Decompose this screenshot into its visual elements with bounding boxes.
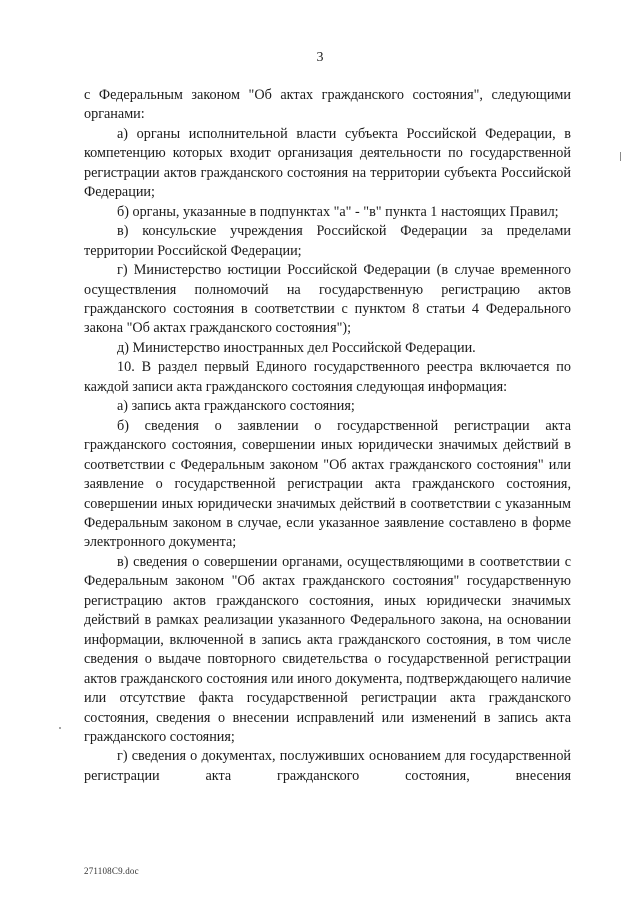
page-number: 3 xyxy=(316,50,324,65)
paragraph-item-v-consulates: в) консульские учреждения Российской Федерации за пределами территории Российской Федерации; xyxy=(84,223,571,259)
paragraph-clause-10: 10. В раздел первый Единого государственного реестра включается по каждой записи акта гражданского состояния следующая информация: xyxy=(84,359,571,395)
paragraph-item-g-ministry-justice: г) Министерство юстиции Российской Федерации (в случае временного осуществления полномочий на государственную регистрацию актов гражданского состояния в соответствии с пунктом 8 статьи 4 Федерального закона "Об актах гражданского состояния"); xyxy=(84,262,571,337)
paragraph-item-b-bodies: б) органы, указанные в подпунктах "а" - "в" пункта 1 настоящих Правил; xyxy=(117,203,559,220)
footer-file-code: 271108C9.doc xyxy=(84,866,139,876)
paragraph-10-item-a: а) запись акта гражданского состояния; xyxy=(117,398,355,415)
paragraph-item-a-authorities: а) органы исполнительной власти субъекта Российской Федерации, в компетенцию которых входит организация деятельности по государственной регистрации актов гражданского состояния на территории субъекта Российской Федерации; xyxy=(84,125,571,201)
margin-mark xyxy=(620,152,621,161)
document-body xyxy=(84,86,571,786)
paragraph-item-d-ministry-foreign: д) Министерство иностранных дел Российской Федерации. xyxy=(117,339,476,356)
paragraph-10-item-g: г) сведения о документах, послуживших основанием для государственной регистрации акта гражданского состояния, внесения xyxy=(84,748,571,784)
paragraph-continuation: с Федеральным законом "Об актах гражданского состояния", следующими органами: xyxy=(84,87,571,123)
paragraph-10-item-b: б) сведения о заявлении о государственной регистрации акта гражданского состояния, совершении иных юридически значимых действий в соответствии с Федеральным законом "Об актах гражданского состояния" или заявление о государственной регистрации акта гражданского состояния, совершении иных юридически значимых действий в соответствии с указанным Федеральным законом в случае, если указанное заявление составлено в форме электронного документа; xyxy=(84,417,571,551)
paragraph-10-item-v: в) сведения о совершении органами, осуществляющими в соответствии с Федеральным законом "Об актах гражданского состояния" государственную регистрацию актов гражданского состояния, иных юридически значимых действий в рамках реализации указанного Федерального закона, на основании информации, включенной в запись акта гражданского состояния, в том числе сведения о выдаче повторного свидетельства о государственной регистрации актов гражданского состояния или иного документа, подтверждающего наличие или отсутствие факта государственной регистрации акта гражданского состояния, сведения о внесении исправлений или изменений в запись акта гражданского состояния; xyxy=(84,553,571,745)
margin-dot xyxy=(59,727,61,729)
